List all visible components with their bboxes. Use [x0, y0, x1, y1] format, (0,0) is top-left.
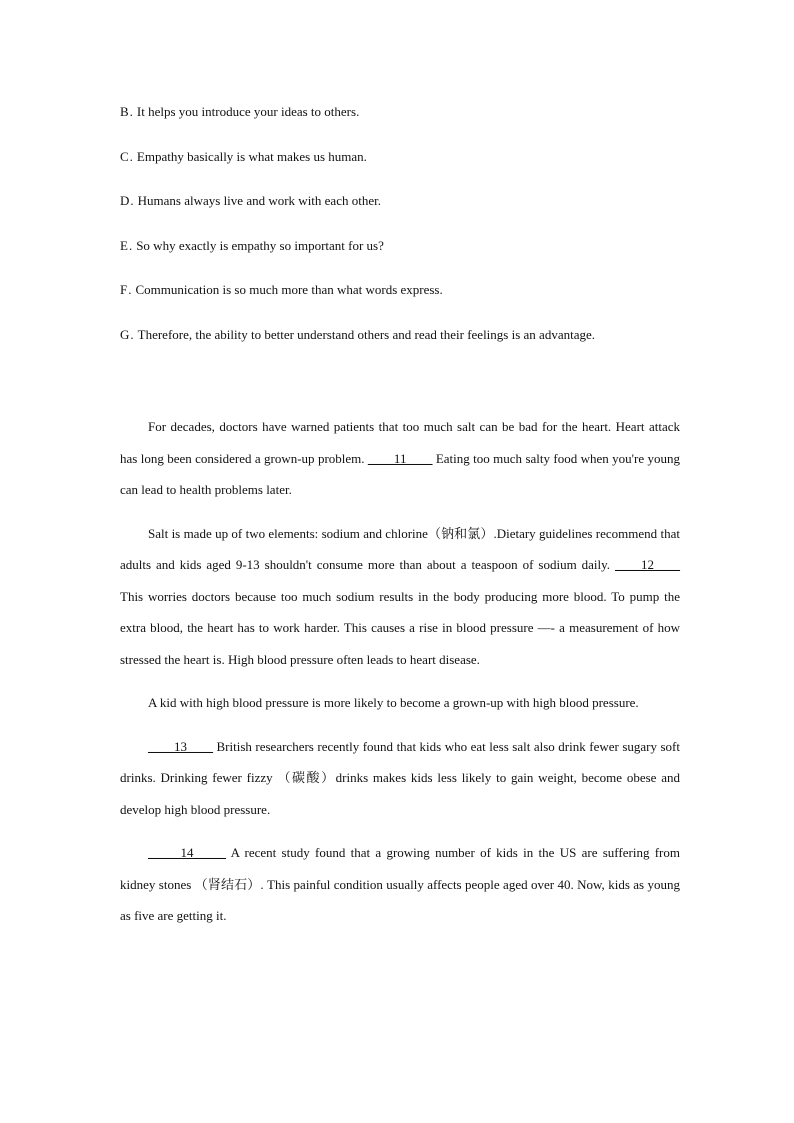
paragraph-text: A recent study found that a growing number of kids in the US are suffering from kidney stones （肾结石）. This painful condition usually affects people aged over 40. Now, kids as young as five are getting it.	[120, 845, 680, 923]
option-text: Humans always live and work with each other.	[137, 193, 381, 209]
option-separator: .	[130, 193, 134, 209]
option-separator: .	[130, 326, 134, 342]
paragraph-text: For decades, doctors have warned patients that too much salt can be bad for the heart. Heart attack has long been considered a grown-up problem.	[120, 419, 680, 466]
option-separator: .	[128, 282, 132, 298]
blank-12[interactable]: ____12____	[615, 557, 680, 572]
option-separator: .	[129, 104, 133, 119]
option-text: It helps you introduce your ideas to others.	[136, 104, 360, 119]
option-text: Communication is so much more than what words express.	[135, 282, 443, 298]
paragraph-1	[120, 411, 680, 506]
paragraph-5	[120, 837, 680, 932]
blank-11[interactable]: ____11____	[367, 450, 433, 466]
paragraph-4	[120, 731, 680, 826]
blank-14[interactable]: _____14_____	[148, 845, 226, 860]
paragraph-2	[120, 518, 680, 676]
paragraph-text: A kid with high blood pressure is more likely to become a grown-up with high blood pressure.	[148, 695, 639, 710]
option-text: Empathy basically is what makes us human.	[136, 148, 367, 164]
blank-13[interactable]: ____13____	[148, 738, 213, 754]
option-separator: .	[129, 148, 133, 164]
paragraph-text: This worries doctors because too much sodium results in the body producing more blood. To pump the extra blood, the heart has to work harder. This causes a rise in blood pressure —- a measurement of how stressed the heart is. High blood pressure often leads to heart disease.	[120, 588, 680, 667]
option-f	[120, 280, 680, 325]
option-e	[120, 236, 680, 281]
option-b	[120, 102, 680, 147]
option-separator: .	[128, 237, 133, 253]
option-letter: E	[120, 237, 128, 253]
option-letter: D	[120, 193, 130, 209]
reading-passage	[120, 411, 680, 944]
paragraph-text: Salt is made up of two elements: sodium and chlorine（钠和氯）.Dietary guidelines recommend that adults and kids aged 9-13 shouldn't consume more than about a teaspoon of sodium daily.	[120, 525, 680, 572]
option-letter: F	[120, 282, 128, 298]
paragraph-3	[120, 687, 680, 719]
option-letter: C	[120, 148, 129, 164]
paragraph-text: Eating too much salty food when you're young can lead to health problems later.	[120, 450, 680, 497]
paragraph-text: British researchers recently found that kids who eat less salt also drink fewer sugary soft drinks. Drinking fewer fizzy （碳酸）drinks makes kids less likely to gain weight, become obese and develop high blood pressure.	[120, 738, 680, 817]
option-d	[120, 191, 680, 236]
option-letter: B	[120, 104, 129, 119]
option-c	[120, 147, 680, 192]
option-letter: G	[120, 326, 130, 342]
option-text: Therefore, the ability to better understand others and read their feelings is an advantage.	[137, 326, 595, 342]
answer-options	[120, 102, 680, 370]
option-text: So why exactly is empathy so important for us?	[136, 237, 384, 253]
option-g	[120, 325, 680, 370]
